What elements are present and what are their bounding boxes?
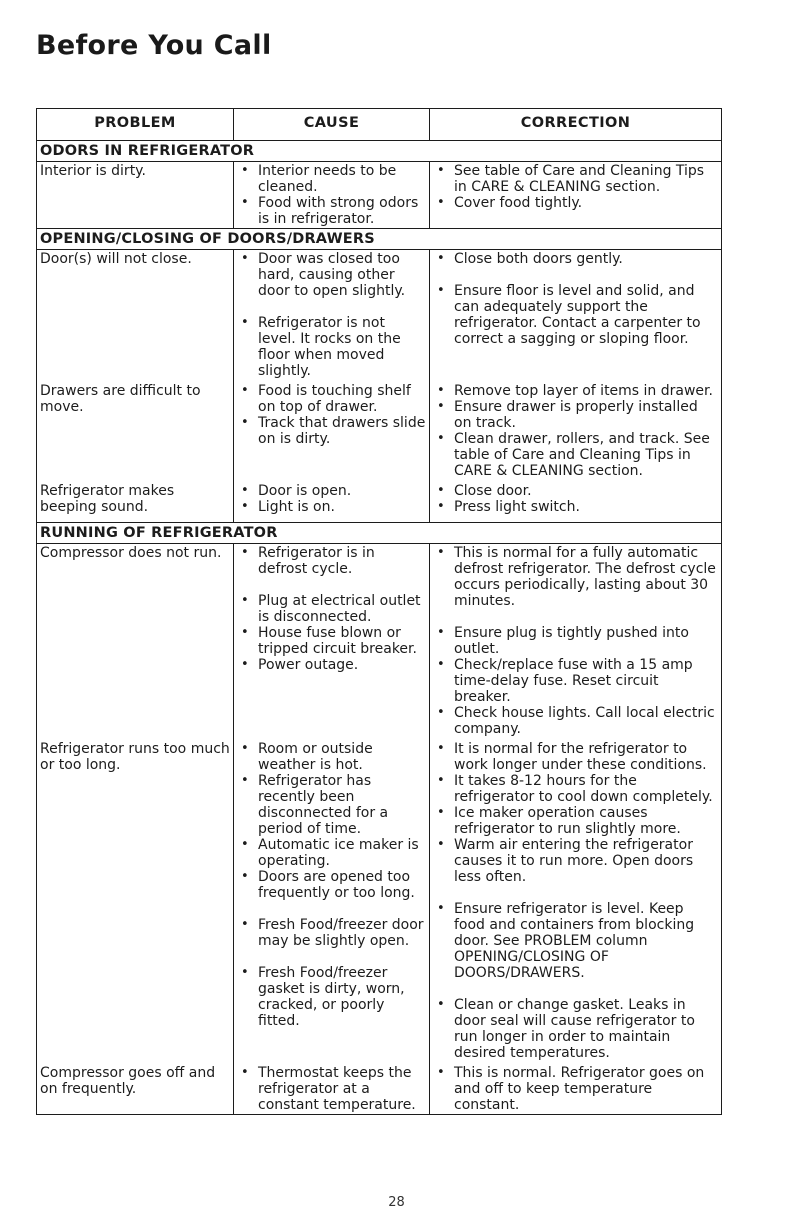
section-heading: OPENING/CLOSING OF DOORS/DRAWERS (37, 229, 722, 250)
cause-item: • Interior needs to be cleaned. (238, 163, 426, 195)
correction-item: • Ice maker operation causes refrigerator to run slightly more. (434, 805, 718, 837)
problem-cell: Compressor goes off and on frequently. (37, 1064, 234, 1115)
cause-cell (234, 382, 430, 482)
cause-item: • Food with strong odors is in refrigerator. (238, 195, 426, 227)
table-row (37, 740, 722, 1064)
cause-list (238, 1065, 426, 1113)
correction-item: • Check/replace fuse with a 15 amp time-delay fuse. Reset circuit breaker. (434, 657, 718, 705)
cause-list (238, 383, 426, 447)
page-title: Before You Call (36, 30, 272, 61)
cause-cell (234, 1064, 430, 1115)
cause-item: • Door is open. (238, 483, 426, 499)
correction-item: • Warm air entering the refrigerator causes it to run more. Open doors less often. (434, 837, 718, 885)
cause-item: • Refrigerator has recently been disconnected for a period of time. (238, 773, 426, 837)
table-row (37, 250, 722, 383)
correction-item: • Close door. (434, 483, 718, 499)
correction-item: • Ensure refrigerator is level. Keep food and containers from blocking door. See PROBLEM column OPENING/CLOSING OF DOORS/DRAWERS. (434, 901, 718, 981)
correction-cell (430, 544, 722, 741)
correction-item: • This is normal. Refrigerator goes on and off to keep temperature constant. (434, 1065, 718, 1113)
correction-item: • It is normal for the refrigerator to work longer under these conditions. (434, 741, 718, 773)
problem-cell: Compressor does not run. (37, 544, 234, 741)
correction-cell (430, 482, 722, 523)
table-body (37, 141, 722, 1115)
cause-column-header: CAUSE (234, 109, 430, 141)
problem-cell: Interior is dirty. (37, 162, 234, 229)
correction-list (434, 545, 718, 737)
correction-list (434, 741, 718, 1061)
section-heading: RUNNING OF REFRIGERATOR (37, 523, 722, 544)
cause-item: • Door was closed too hard, causing other door to open slightly. (238, 251, 426, 299)
section-heading-row (37, 523, 722, 544)
cause-item: • Automatic ice maker is operating. (238, 837, 426, 869)
table-header-row (37, 109, 722, 141)
correction-item: • See table of Care and Cleaning Tips in CARE & CLEANING section. (434, 163, 718, 195)
correction-column-header: CORRECTION (430, 109, 722, 141)
correction-cell (430, 740, 722, 1064)
cause-item: • Thermostat keeps the refrigerator at a constant temperature. (238, 1065, 426, 1113)
cause-item: • Power outage. (238, 657, 426, 673)
correction-item: • Press light switch. (434, 499, 718, 515)
correction-item: • It takes 8-12 hours for the refrigerator to cool down completely. (434, 773, 718, 805)
correction-list (434, 483, 718, 515)
correction-list (434, 1065, 718, 1113)
cause-list (238, 545, 426, 673)
correction-list (434, 163, 718, 211)
cause-item: • Refrigerator is not level. It rocks on the floor when moved slightly. (238, 315, 426, 379)
table-row (37, 162, 722, 229)
problem-cell: Door(s) will not close. (37, 250, 234, 383)
cause-item: • Food is touching shelf on top of drawer. (238, 383, 426, 415)
problem-column-header: PROBLEM (37, 109, 234, 141)
section-heading: ODORS IN REFRIGERATOR (37, 141, 722, 162)
correction-item: • Ensure drawer is properly installed on track. (434, 399, 718, 431)
cause-cell (234, 162, 430, 229)
cause-cell (234, 544, 430, 741)
cause-item: • Room or outside weather is hot. (238, 741, 426, 773)
page-number: 28 (388, 1195, 405, 1210)
problem-cell: Refrigerator runs too much or too long. (37, 740, 234, 1064)
cause-list (238, 483, 426, 515)
table-row (37, 544, 722, 741)
section-heading-row (37, 141, 722, 162)
cause-item: • Fresh Food/freezer door may be slightly open. (238, 917, 426, 949)
correction-item: • Ensure floor is level and solid, and can adequately support the refrigerator. Contact a carpenter to correct a sagging or sloping floor. (434, 283, 718, 347)
correction-cell (430, 162, 722, 229)
cause-item: • Doors are opened too frequently or too long. (238, 869, 426, 901)
correction-list (434, 251, 718, 347)
problem-cell: Drawers are difficult to move. (37, 382, 234, 482)
problem-cell: Refrigerator makes beeping sound. (37, 482, 234, 523)
cause-list (238, 251, 426, 379)
troubleshooting-table (36, 108, 722, 1115)
cause-item: • House fuse blown or tripped circuit breaker. (238, 625, 426, 657)
cause-list (238, 163, 426, 227)
correction-cell (430, 1064, 722, 1115)
cause-item: • Light is on. (238, 499, 426, 515)
cause-cell (234, 250, 430, 383)
cause-item: • Track that drawers slide on is dirty. (238, 415, 426, 447)
cause-cell (234, 740, 430, 1064)
table-row (37, 1064, 722, 1115)
cause-item: • Refrigerator is in defrost cycle. (238, 545, 426, 577)
table-row (37, 482, 722, 523)
cause-item: • Fresh Food/freezer gasket is dirty, worn, cracked, or poorly fitted. (238, 965, 426, 1029)
correction-item: • Close both doors gently. (434, 251, 718, 267)
correction-item: • This is normal for a fully automatic defrost refrigerator. The defrost cycle occurs periodically, lasting about 30 minutes. (434, 545, 718, 609)
correction-item: • Ensure plug is tightly pushed into outlet. (434, 625, 718, 657)
cause-item: • Plug at electrical outlet is disconnected. (238, 593, 426, 625)
correction-item: • Remove top layer of items in drawer. (434, 383, 718, 399)
cause-cell (234, 482, 430, 523)
correction-item: • Clean or change gasket. Leaks in door seal will cause refrigerator to run longer in order to maintain desired temperatures. (434, 997, 718, 1061)
correction-item: • Cover food tightly. (434, 195, 718, 211)
correction-cell (430, 250, 722, 383)
section-heading-row (37, 229, 722, 250)
table-row (37, 382, 722, 482)
correction-cell (430, 382, 722, 482)
correction-list (434, 383, 718, 479)
cause-list (238, 741, 426, 1029)
correction-item: • Clean drawer, rollers, and track. See table of Care and Cleaning Tips in CARE & CLEANING section. (434, 431, 718, 479)
correction-item: • Check house lights. Call local electric company. (434, 705, 718, 737)
